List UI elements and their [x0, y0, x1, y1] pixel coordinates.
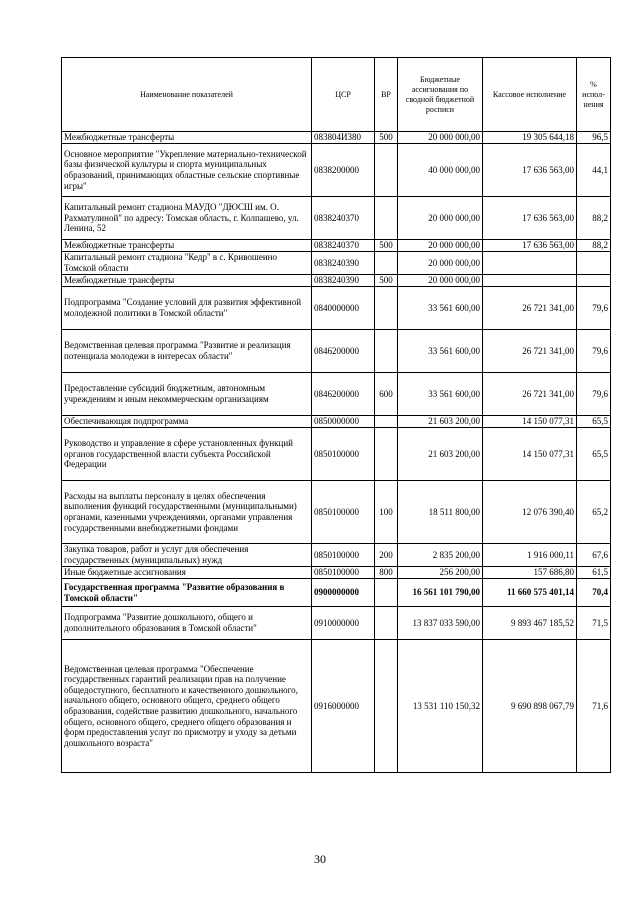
cell-vr — [375, 330, 398, 373]
cell-name: Межбюджетные трансферты — [62, 132, 312, 144]
cell-name: Капитальный ремонт стадиона МАУДО "ДЮСШ им. О. Рахматулиной" по адресу: Томская область, г. Колпашево, ул. Ленина, 52 — [62, 197, 312, 240]
table-row — [62, 481, 611, 544]
cell-pct: 79,6 — [577, 330, 611, 373]
table-row — [62, 275, 611, 287]
cell-budget: 20 000 000,00 — [398, 252, 483, 275]
cell-vr: 500 — [375, 132, 398, 144]
cell-budget: 20 000 000,00 — [398, 132, 483, 144]
cell-csr: 0838200000 — [312, 144, 375, 197]
cell-budget: 13 837 033 590,00 — [398, 607, 483, 640]
cell-cash: 26 721 341,00 — [483, 373, 577, 416]
cell-name: Подпрограмма "Создание условий для развития эффективной молодежной политики в Томской области" — [62, 287, 312, 330]
cell-cash: 14 150 077,31 — [483, 428, 577, 481]
cell-cash: 14 150 077,31 — [483, 416, 577, 428]
cell-budget: 21 603 200,00 — [398, 428, 483, 481]
cell-csr: 0850100000 — [312, 428, 375, 481]
cell-name: Ведомственная целевая программа "Обеспечение государственных гарантий реализации прав на получение общедоступного, бесплатного и качественного дошкольного, начального общего, основного общего, среднего общего образования, содействие развитию дошкольного, начального общего, основного общего, среднего общего образования и форм предоставления услуг по присмотру и уходу за детьми дошкольного возраста" — [62, 640, 312, 773]
table-body — [62, 132, 611, 773]
cell-csr: 0850100000 — [312, 481, 375, 544]
page-number: 30 — [314, 852, 326, 866]
cell-vr — [375, 579, 398, 607]
cell-vr — [375, 197, 398, 240]
cell-vr: 500 — [375, 240, 398, 252]
cell-csr: 0850000000 — [312, 416, 375, 428]
cell-csr: 0916000000 — [312, 640, 375, 773]
cell-budget: 16 561 101 790,00 — [398, 579, 483, 607]
cell-pct: 61,5 — [577, 567, 611, 579]
cell-cash: 26 721 341,00 — [483, 330, 577, 373]
cell-budget: 33 561 600,00 — [398, 287, 483, 330]
cell-pct: 65,2 — [577, 481, 611, 544]
cell-vr: 600 — [375, 373, 398, 416]
cell-vr — [375, 287, 398, 330]
cell-csr: 0838240370 — [312, 240, 375, 252]
table-row — [62, 567, 611, 579]
table-row — [62, 252, 611, 275]
table-row — [62, 132, 611, 144]
cell-budget: 40 000 000,00 — [398, 144, 483, 197]
cell-cash: 17 636 563,00 — [483, 144, 577, 197]
cell-vr — [375, 416, 398, 428]
cell-csr: 0838240390 — [312, 275, 375, 287]
cell-pct — [577, 275, 611, 287]
cell-pct: 79,6 — [577, 373, 611, 416]
cell-cash: 157 686,80 — [483, 567, 577, 579]
cell-name: Межбюджетные трансферты — [62, 275, 312, 287]
cell-vr: 500 — [375, 275, 398, 287]
cell-pct: 79,6 — [577, 287, 611, 330]
cell-csr: 0838240370 — [312, 197, 375, 240]
cell-csr: 0900000000 — [312, 579, 375, 607]
cell-cash — [483, 252, 577, 275]
cell-vr — [375, 607, 398, 640]
cell-name: Основное мероприятие "Укрепление материально-технической базы физической культуры и спорта муниципальных образований, принимающих областные сельские спортивные игры" — [62, 144, 312, 197]
header-pct: % испол-нения — [577, 58, 611, 132]
cell-name: Закупка товаров, работ и услуг для обеспечения государственных (муниципальных) нужд — [62, 544, 312, 567]
cell-vr — [375, 428, 398, 481]
cell-name: Ведомственная целевая программа "Развитие и реализация потенциала молодежи в интересах области" — [62, 330, 312, 373]
cell-budget: 33 561 600,00 — [398, 373, 483, 416]
header-cash: Кассовое исполнение — [483, 58, 577, 132]
cell-pct: 71,6 — [577, 640, 611, 773]
cell-cash: 1 916 000,11 — [483, 544, 577, 567]
header-row — [62, 58, 611, 132]
header-budget: Бюджетные ассигнования по сводной бюджетной росписи — [398, 58, 483, 132]
cell-pct: 65,5 — [577, 428, 611, 481]
cell-cash: 9 690 898 067,79 — [483, 640, 577, 773]
cell-name: Капитальный ремонт стадиона "Кедр" в с. Кривошеино Томской области — [62, 252, 312, 275]
cell-budget: 256 200,00 — [398, 567, 483, 579]
table-row — [62, 287, 611, 330]
cell-csr: 0910000000 — [312, 607, 375, 640]
cell-pct: 70,4 — [577, 579, 611, 607]
cell-name: Предоставление субсидий бюджетным, автономным учреждениям и иным некоммерческим организациям — [62, 373, 312, 416]
cell-budget: 18 511 800,00 — [398, 481, 483, 544]
cell-csr: 0846200000 — [312, 330, 375, 373]
table-row — [62, 416, 611, 428]
table-row — [62, 144, 611, 197]
cell-cash: 26 721 341,00 — [483, 287, 577, 330]
table-row — [62, 197, 611, 240]
cell-budget: 2 835 200,00 — [398, 544, 483, 567]
header-vr: ВР — [375, 58, 398, 132]
cell-budget: 13 531 110 150,32 — [398, 640, 483, 773]
table-row — [62, 579, 611, 607]
table-row — [62, 640, 611, 773]
cell-pct — [577, 252, 611, 275]
cell-cash: 19 305 644,18 — [483, 132, 577, 144]
cell-budget: 20 000 000,00 — [398, 240, 483, 252]
cell-name: Подпрограмма "Развитие дошкольного, общего и дополнительного образования в Томской области" — [62, 607, 312, 640]
cell-name: Иные бюджетные ассигнования — [62, 567, 312, 579]
cell-name: Обеспечивающая подпрограмма — [62, 416, 312, 428]
cell-vr — [375, 144, 398, 197]
cell-pct: 44,1 — [577, 144, 611, 197]
table-row — [62, 240, 611, 252]
cell-csr: 083804И380 — [312, 132, 375, 144]
cell-csr: 0840000000 — [312, 287, 375, 330]
cell-cash: 9 893 467 185,52 — [483, 607, 577, 640]
cell-cash: 12 076 390,40 — [483, 481, 577, 544]
cell-vr — [375, 640, 398, 773]
cell-vr: 100 — [375, 481, 398, 544]
cell-pct: 71,5 — [577, 607, 611, 640]
cell-pct: 96,5 — [577, 132, 611, 144]
cell-vr — [375, 252, 398, 275]
header-name: Наименование показателей — [62, 58, 312, 132]
cell-csr: 0850100000 — [312, 567, 375, 579]
cell-name: Межбюджетные трансферты — [62, 240, 312, 252]
cell-vr: 800 — [375, 567, 398, 579]
table-row — [62, 428, 611, 481]
cell-budget: 33 561 600,00 — [398, 330, 483, 373]
table-row — [62, 607, 611, 640]
table-row — [62, 544, 611, 567]
cell-cash: 11 660 575 401,14 — [483, 579, 577, 607]
cell-budget: 20 000 000,00 — [398, 197, 483, 240]
budget-table — [61, 57, 611, 773]
cell-budget: 21 603 200,00 — [398, 416, 483, 428]
cell-name: Руководство и управление в сфере установленных функций органов государственной власти субъекта Российской Федерации — [62, 428, 312, 481]
cell-cash — [483, 275, 577, 287]
cell-pct: 65,5 — [577, 416, 611, 428]
cell-pct: 88,2 — [577, 240, 611, 252]
cell-pct: 88,2 — [577, 197, 611, 240]
cell-csr: 0846200000 — [312, 373, 375, 416]
cell-csr: 0850100000 — [312, 544, 375, 567]
table-row — [62, 373, 611, 416]
cell-pct: 67,6 — [577, 544, 611, 567]
cell-name: Государственная программа "Развитие образования в Томской области" — [62, 579, 312, 607]
table-row — [62, 330, 611, 373]
cell-name: Расходы на выплаты персоналу в целях обеспечения выполнения функций государственными (муниципальными) органами, казенными учреждениями, органами управления государственными внебюджетными фондами — [62, 481, 312, 544]
cell-budget: 20 000 000,00 — [398, 275, 483, 287]
header-csr: ЦСР — [312, 58, 375, 132]
cell-cash: 17 636 563,00 — [483, 240, 577, 252]
cell-cash: 17 636 563,00 — [483, 197, 577, 240]
cell-csr: 0838240390 — [312, 252, 375, 275]
cell-vr: 200 — [375, 544, 398, 567]
